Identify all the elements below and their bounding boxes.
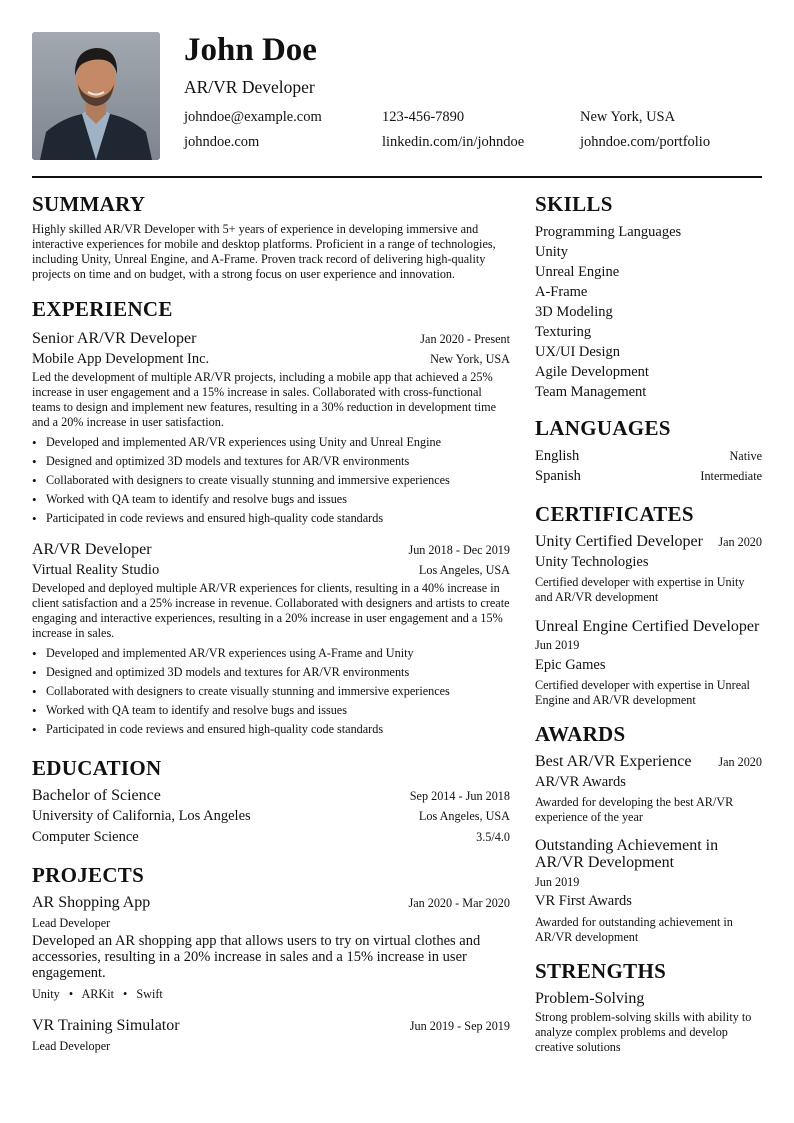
- certificates-section: [535, 502, 762, 708]
- certificate-item: [535, 617, 762, 708]
- award-title: Outstanding Achievement in AR/VR Development: [535, 837, 719, 871]
- section-heading: SKILLS: [535, 192, 613, 216]
- contact-email[interactable]: johndoe@example.com: [184, 109, 322, 125]
- company-name: Virtual Reality Studio: [32, 562, 160, 578]
- job-bullets: [32, 433, 510, 528]
- job-title: Senior AR/VR Developer: [32, 330, 197, 347]
- candidate-name: John Doe: [184, 32, 317, 68]
- certificate-title: Unity Certified Developer: [535, 533, 703, 550]
- award-title: Best AR/VR Experience: [535, 753, 692, 770]
- bullet-item: • Participated in code reviews and ensured high-quality code standards: [32, 509, 510, 528]
- job-date: Jun 2018 - Dec 2019: [408, 543, 510, 557]
- award-issuer: AR/VR Awards: [535, 774, 626, 790]
- project-title: AR Shopping App: [32, 894, 151, 911]
- job-description: Developed and deployed multiple AR/VR experiences for clients, resulting in a 40% increase in client satisfaction and a 25% increase in revenue. Collaborated with designers and artists to create engaging and interactive experiences, resulting in a 20% increase in user engagement and a 15% increase in sales.: [32, 581, 510, 640]
- profile-photo: [32, 32, 160, 160]
- project-item: [32, 893, 510, 1002]
- section-heading: PROJECTS: [32, 863, 145, 887]
- project-date: Jun 2019 - Sep 2019: [409, 1019, 510, 1033]
- section-heading: EXPERIENCE: [32, 297, 173, 321]
- project-item: [32, 1016, 510, 1056]
- tech-tag: Swift: [136, 987, 163, 1001]
- language-item: [535, 466, 762, 486]
- section-heading: LANGUAGES: [535, 416, 671, 440]
- candidate-title: AR/VR Developer: [184, 77, 315, 97]
- tech-separator: •: [68, 987, 74, 1001]
- certificate-issuer: Epic Games: [535, 657, 606, 673]
- award-date: Jan 2020: [718, 755, 762, 769]
- bullet-item: • Designed and optimized 3D models and textures for AR/VR environments: [32, 452, 510, 471]
- section-heading: EDUCATION: [32, 756, 162, 780]
- award-item: [535, 752, 762, 825]
- skill-item: Programming Languages: [535, 224, 682, 240]
- bullet-item: • Worked with QA team to identify and resolve bugs and issues: [32, 701, 510, 720]
- skills-section: [535, 192, 762, 402]
- language-item: [535, 446, 762, 466]
- award-description: Awarded for developing the best AR/VR experience of the year: [535, 795, 734, 824]
- contact-website[interactable]: johndoe.com: [184, 134, 260, 150]
- section-heading: AWARDS: [535, 722, 626, 746]
- summary-section: [32, 192, 510, 282]
- certificate-description: Certified developer with expertise in Unreal Engine and AR/VR development: [535, 678, 750, 707]
- skill-item: Agile Development: [535, 364, 649, 380]
- experience-item: [32, 329, 510, 528]
- education-date: Sep 2014 - Jun 2018: [409, 789, 510, 803]
- experience-item: [32, 540, 510, 739]
- contact-location: New York, USA: [580, 109, 676, 125]
- strength-title: Problem-Solving: [535, 990, 645, 1007]
- skill-item: 3D Modeling: [535, 304, 613, 320]
- header-divider: [32, 176, 762, 178]
- job-bullets: [32, 644, 510, 739]
- language-name: Spanish: [535, 468, 581, 484]
- tech-tag: Unity: [32, 987, 60, 1001]
- certificate-title: Unreal Engine Certified Developer: [535, 618, 760, 635]
- summary-text: Highly skilled AR/VR Developer with 5+ years of experience in developing immersive and interactive experiences for mobile and desktop platforms. Proficient in a range of technologies, including Unity, Unreal Engine, and A-Frame. Proven track record of delivering high-quality projects on time and on budget, with a strong focus on user experience and innovation.: [32, 222, 496, 281]
- language-name: English: [535, 448, 580, 464]
- bullet-item: • Collaborated with designers to create visually stunning and immersive experiences: [32, 471, 510, 490]
- section-heading: CERTIFICATES: [535, 502, 694, 526]
- bullet-item: • Collaborated with designers to create visually stunning and immersive experiences: [32, 682, 510, 701]
- project-date: Jan 2020 - Mar 2020: [408, 896, 510, 910]
- left-column: [32, 192, 510, 1056]
- project-description: Developed an AR shopping app that allows users to try on virtual clothes and accessories, resulting in a 20% increase in sales and a 15% increase in user engagement.: [32, 933, 481, 981]
- job-location: New York, USA: [430, 352, 510, 366]
- skill-item: Unity: [535, 244, 569, 260]
- skill-item: Texturing: [535, 324, 592, 340]
- tech-separator: •: [123, 987, 128, 1001]
- bullet-item: • Participated in code reviews and ensured high-quality code standards: [32, 720, 510, 739]
- skill-item: Unreal Engine: [535, 264, 620, 280]
- certificate-description: Certified developer with expertise in Unity and AR/VR development: [535, 575, 745, 604]
- tech-tag: ARKit: [81, 987, 114, 1001]
- award-description: Awarded for outstanding achievement in AR/VR development: [535, 915, 733, 944]
- award-date: Jun 2019: [535, 875, 580, 889]
- project-role: Lead Developer: [32, 1039, 111, 1053]
- project-role: Lead Developer: [32, 916, 111, 930]
- certificate-item: [535, 532, 762, 605]
- projects-section: [32, 863, 510, 1056]
- job-location: Los Angeles, USA: [418, 563, 510, 577]
- language-level: Intermediate: [700, 469, 762, 483]
- certificate-issuer: Unity Technologies: [535, 554, 649, 570]
- certificate-date: Jan 2020: [718, 535, 762, 549]
- job-title: AR/VR Developer: [32, 541, 152, 558]
- strength-description: Strong problem-solving skills with ability to analyze complex problems and develop creative solutions: [535, 1010, 752, 1054]
- skill-item: A-Frame: [535, 284, 588, 300]
- bullet-item: • Designed and optimized 3D models and textures for AR/VR environments: [32, 663, 510, 682]
- award-issuer: VR First Awards: [535, 893, 632, 909]
- job-date: Jan 2020 - Present: [420, 332, 510, 346]
- right-column: [535, 192, 762, 1055]
- project-title: VR Training Simulator: [32, 1017, 180, 1034]
- awards-section: [535, 722, 762, 945]
- company-name: Mobile App Development Inc.: [32, 351, 210, 367]
- experience-section: [32, 297, 510, 739]
- field-of-study: Computer Science: [32, 829, 139, 845]
- skill-item: UX/UI Design: [535, 344, 620, 360]
- skill-item: Team Management: [535, 384, 647, 400]
- languages-section: [535, 416, 762, 486]
- gpa: 3.5/4.0: [476, 830, 510, 844]
- certificate-date: Jun 2019: [535, 638, 580, 652]
- contact-linkedin[interactable]: linkedin.com/in/johndoe: [382, 134, 525, 150]
- bullet-item: • Worked with QA team to identify and resolve bugs and issues: [32, 490, 510, 509]
- contact-phone[interactable]: 123-456-7890: [382, 109, 465, 125]
- section-heading: SUMMARY: [32, 192, 146, 216]
- school-location: Los Angeles, USA: [418, 809, 510, 823]
- award-item: [535, 837, 762, 945]
- project-tech-list: [32, 987, 510, 1002]
- school-name: University of California, Los Angeles: [32, 808, 251, 824]
- language-level: Native: [729, 449, 762, 463]
- education-section: [32, 756, 510, 848]
- job-description: Led the development of multiple AR/VR projects, including a mobile app that achieved a 25% increase in user engagement and a 15% increase in sales. Collaborated with cross-functional teams to design and implement new features, resulting in a 30% reduction in development time and a 20% increase in user satisfaction.: [32, 370, 497, 429]
- degree: Bachelor of Science: [32, 787, 161, 804]
- bullet-item: • Developed and implemented AR/VR experiences using Unity and Unreal Engine: [32, 433, 510, 452]
- strengths-section: [535, 959, 762, 1055]
- bullet-item: • Developed and implemented AR/VR experiences using A-Frame and Unity: [32, 644, 510, 663]
- section-heading: STRENGTHS: [535, 959, 667, 983]
- contact-portfolio[interactable]: johndoe.com/portfolio: [580, 134, 711, 150]
- resume-header: [32, 32, 762, 160]
